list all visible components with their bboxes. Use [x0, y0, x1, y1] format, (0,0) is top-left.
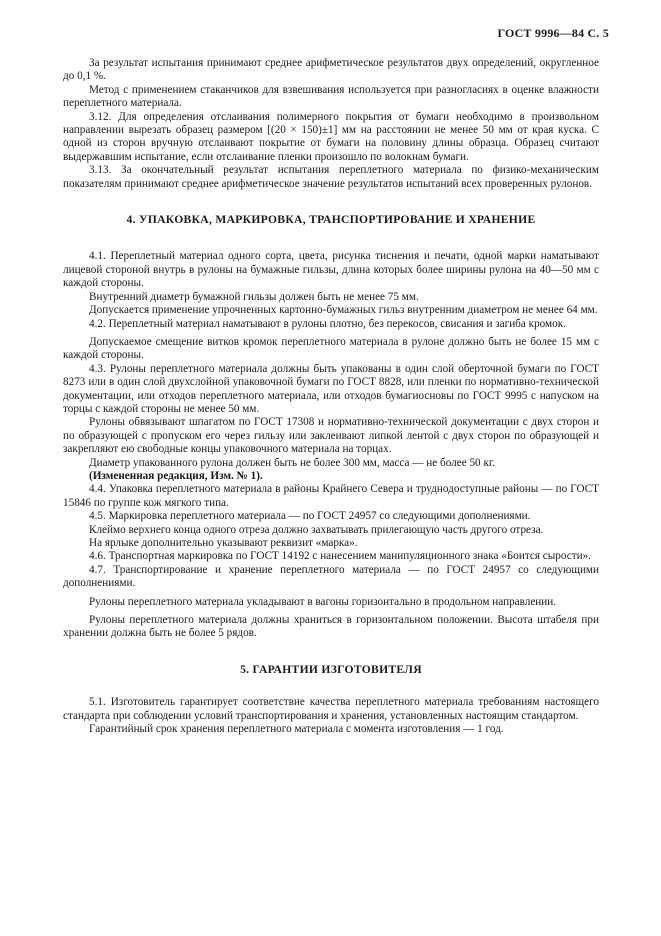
paragraph: На ярлыке дополнительно указывают реквизит «марка».	[89, 537, 358, 549]
paragraph: Метод с применением стаканчиков для взвешивания используется при разногласиях в оценке влажности переплетного материала.	[63, 83, 599, 110]
paragraph-3-13: 3.13. За окончательный результат испытания переплетного материала по физико-механическим показателям принимают среднее арифметическое значение результатов испытаний всех проверенных рулонов.	[63, 164, 599, 190]
paragraph-4-4: 4.4. Упаковка переплетного материала в районы Крайнего Севера и труднодоступные районы — по ГОСТ 15846 по группе кож мягкого типа.	[63, 483, 599, 509]
paragraph: Допускаемое смещение витков кромок переплетного материала в рулоне должно быть не более 15 мм с каждой стороны.	[63, 335, 599, 362]
page-body	[63, 57, 599, 736]
paragraph: Допускается применение упрочненных картонно-бумажных гильз внутренним диаметром не менее 64 мм.	[89, 304, 598, 317]
running-header: ГОСТ 9996—84 С. 5	[497, 26, 609, 40]
paragraph: Рулоны обвязывают шпагатом по ГОСТ 17308 и нормативно-технической документации с двух сторон и по образующей с пропуском его через гильзу или заклеивают липкой лентой с двух сторон по образующей и закрепляют ею свободные концы упаковочного материала на торцах.	[63, 416, 599, 456]
paragraph: За результат испытания принимают среднее арифметическое результатов двух определений, округленное до 0,1 %.	[63, 57, 599, 83]
paragraph-4-5: 4.5. Маркировка переплетного материала — по ГОСТ 24957 со следующими дополнениями.	[89, 510, 531, 523]
paragraph-4-6: 4.6. Транспортная маркировка по ГОСТ 14192 с нанесением манипуляционного знака «Боится сырости».	[89, 550, 591, 563]
paragraph-3-12: 3.12. Для определения отслаивания полимерного покрытия от бумаги необходимо в произвольном направлении вырезать образец размером [(20 × 150)±1] мм на расстоянии не менее 50 мм от края куска. С одной из сторон вручную отслаивают покрытие от бумаги на половину длины образца. Образец считают выдержавшим испытание, если отслаивание пленки произошло по волокнам бумаги.	[63, 110, 599, 163]
paragraph-4-2: 4.2. Переплетный материал наматывают в рулоны плотно, без перекосов, свисания и загиба кромок.	[89, 317, 566, 330]
paragraph-4-1: 4.1. Переплетный материал одного сорта, цвета, рисунка тиснения и печати, одной марки наматывают лицевой стороной внутрь в рулоны на бумажные гильзы, длина которых более ширины рулона на 40—50 мм с каждой стороны.	[63, 250, 599, 290]
paragraph: Клеймо верхнего конца одного отреза должно захватывать прилегающую часть другого отреза.	[89, 523, 544, 536]
amendment-note: (Измененная редакция, Изм. № 1).	[89, 469, 263, 482]
paragraph-4-3: 4.3. Рулоны переплетного материала должны быть упакованы в один слой оберточной бумаги по ГОСТ 8273 или в один слой двухслойной упаковочной бумаги по ГОСТ 8828, или пленки по нормативно-технической документации, или отходов переплетного материала, или отходов бумагиосновы по ГОСТ 9995 с напуском на торцы с каждой стороны не менее 50 мм.	[63, 362, 599, 415]
paragraph-4-7: 4.7. Транспортирование и хранение переплетного материала — по ГОСТ 24957 со следующими дополнениями.	[63, 563, 599, 590]
section-4-heading: 4. УПАКОВКА, МАРКИРОВКА, ТРАНСПОРТИРОВАНИЕ И ХРАНЕНИЕ	[126, 213, 536, 227]
paragraph: Рулоны переплетного материала должны храниться в горизонтальном положении. Высота штабеля при хранении должна быть не более 5 рядов.	[63, 614, 599, 640]
paragraph: Внутренний диаметр бумажной гильзы должен быть не менее 75 мм.	[89, 290, 419, 303]
paragraph: Гарантийный срок хранения переплетного материала с момента изготовления — 1 год.	[89, 723, 504, 736]
paragraph-5-1: 5.1. Изготовитель гарантирует соответствие качества переплетного материала требованиям настоящего стандарта при соблюдении условий транспортирования и хранения, установленных настоящим стандартом.	[63, 696, 599, 722]
paragraph: Рулоны переплетного материала укладывают в вагоны горизонтально в продольном направлении.	[89, 595, 557, 608]
paragraph: Диаметр упакованного рулона должен быть не более 300 мм, масса — не более 50 кг.	[89, 456, 495, 469]
section-5-heading: 5. ГАРАНТИИ ИЗГОТОВИТЕЛЯ	[240, 662, 422, 676]
